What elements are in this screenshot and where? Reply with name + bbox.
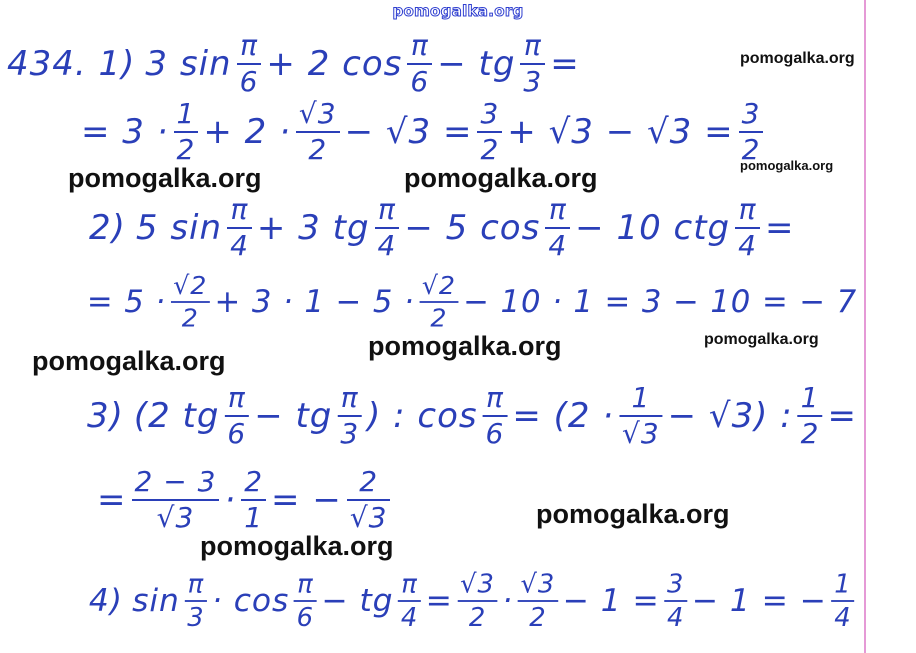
watermark: pomogalka.org [200, 531, 394, 561]
expr-segment: = [97, 480, 127, 520]
fraction: $\frac{\pi}{4}$ [227, 196, 252, 260]
expr-segment: · cos [211, 582, 290, 620]
ex1-line2 [80, 97, 767, 166]
expr-segment: + 3 tg [256, 208, 370, 248]
expr-segment: ) : cos [367, 396, 478, 436]
fraction: $\frac{\pi}{3}$ [520, 32, 545, 96]
watermark: pomogalka.org [536, 499, 730, 529]
ex4-label: 4) [88, 582, 123, 620]
fraction: $\frac{\pi}{6}$ [224, 384, 249, 448]
ex1-label: 434. 1) [7, 44, 136, 84]
equals-sign: = [550, 44, 580, 84]
fraction: $\frac{2}{1}$ [241, 468, 266, 532]
expr-segment: sin [132, 582, 180, 620]
notebook-margin-line [864, 0, 866, 653]
expr-segment: 5 sin [135, 208, 223, 248]
expr-segment: − √3) : [667, 396, 793, 436]
expr-segment: (2 tg [133, 396, 220, 436]
ex1-line1 [6, 29, 581, 98]
expr-segment: + √3 − √3 = [507, 112, 734, 152]
fraction: $\frac{\pi}{3}$ [337, 384, 362, 448]
fraction: $\frac{√3}{2}$ [518, 571, 558, 630]
ex3-label: 3) [86, 396, 124, 436]
fraction: $\frac{1}{√3}$ [619, 384, 663, 448]
fraction: $\frac{\pi}{6}$ [294, 571, 317, 630]
fraction: $\frac{\pi}{6}$ [407, 32, 432, 96]
expr-segment: − 5 cos [404, 208, 541, 248]
expr-segment: · [224, 480, 237, 520]
fraction: $\frac{2}{√3}$ [347, 468, 391, 532]
fraction: $\frac{2 - 3}{√3}$ [132, 468, 220, 532]
watermark: pomogalka.org [740, 158, 834, 173]
ex1-term-a: 3 sin [145, 44, 232, 84]
fraction: $\frac{\pi}{4}$ [375, 196, 400, 260]
fraction: $\frac{3}{4}$ [664, 571, 687, 630]
watermark: pomogalka.org [404, 163, 598, 193]
ex3-line2 [96, 465, 394, 534]
equals-sign: = [827, 396, 857, 436]
expr-segment: − 1 = [562, 582, 660, 620]
watermark: pomogalka.org [68, 163, 262, 193]
expr-segment: = 3 · [81, 112, 169, 152]
fraction: $\frac{√3}{2}$ [457, 571, 497, 630]
expr-segment: = [425, 582, 453, 620]
expr-segment: − √3 = [344, 112, 473, 152]
fraction: $\frac{3}{2}$ [739, 100, 764, 164]
fraction: $\frac{\pi}{6}$ [483, 384, 508, 448]
fraction: $\frac{\pi}{3}$ [184, 571, 207, 630]
fraction: $\frac{\pi}{4}$ [735, 196, 760, 260]
expr-segment: − 1 = − [691, 582, 827, 620]
ex2-label: 2) [89, 208, 126, 248]
expr-segment: − 10 · 1 = 3 − 10 = − 7 [463, 283, 858, 321]
watermark: pomogalka.org [740, 50, 855, 67]
fraction: $\frac{\pi}{4}$ [398, 571, 421, 630]
ex3-line1 [86, 381, 858, 450]
expr-segment: + 2 · [203, 112, 291, 152]
site-header-link[interactable]: pomogalka.org [392, 2, 524, 20]
fraction: $\frac{1}{4}$ [831, 571, 854, 630]
ex1-term-c: − tg [437, 44, 516, 84]
ex1-term-b: + 2 cos [266, 44, 403, 84]
expr-segment: · [502, 582, 514, 620]
equals-sign: = [764, 208, 795, 248]
watermark: pomogalka.org [368, 331, 562, 361]
expr-segment: = 5 · [86, 283, 167, 321]
ex4-line1 [88, 568, 858, 633]
fraction: $\frac{√3}{2}$ [296, 100, 340, 164]
fraction: $\frac{\pi}{6}$ [237, 32, 262, 96]
expr-segment: − tg [254, 396, 333, 436]
expr-segment: = − [271, 480, 342, 520]
fraction: $\frac{1}{2}$ [798, 384, 823, 448]
fraction: $\frac{1}{2}$ [174, 100, 199, 164]
fraction: $\frac{\pi}{4}$ [545, 196, 570, 260]
expr-segment: − tg [321, 582, 394, 620]
ex2-line2 [86, 270, 858, 333]
fraction: $\frac{√2}{2}$ [171, 273, 210, 331]
ex2-line1 [88, 193, 795, 262]
fraction: $\frac{3}{2}$ [477, 100, 502, 164]
watermark: pomogalka.org [704, 331, 819, 348]
expr-segment: + 3 · 1 − 5 · [214, 283, 415, 321]
watermark: pomogalka.org [32, 346, 226, 376]
fraction: $\frac{√2}{2}$ [419, 273, 458, 331]
expr-segment: − 10 ctg [575, 208, 731, 248]
expr-segment: = (2 · [512, 396, 615, 436]
